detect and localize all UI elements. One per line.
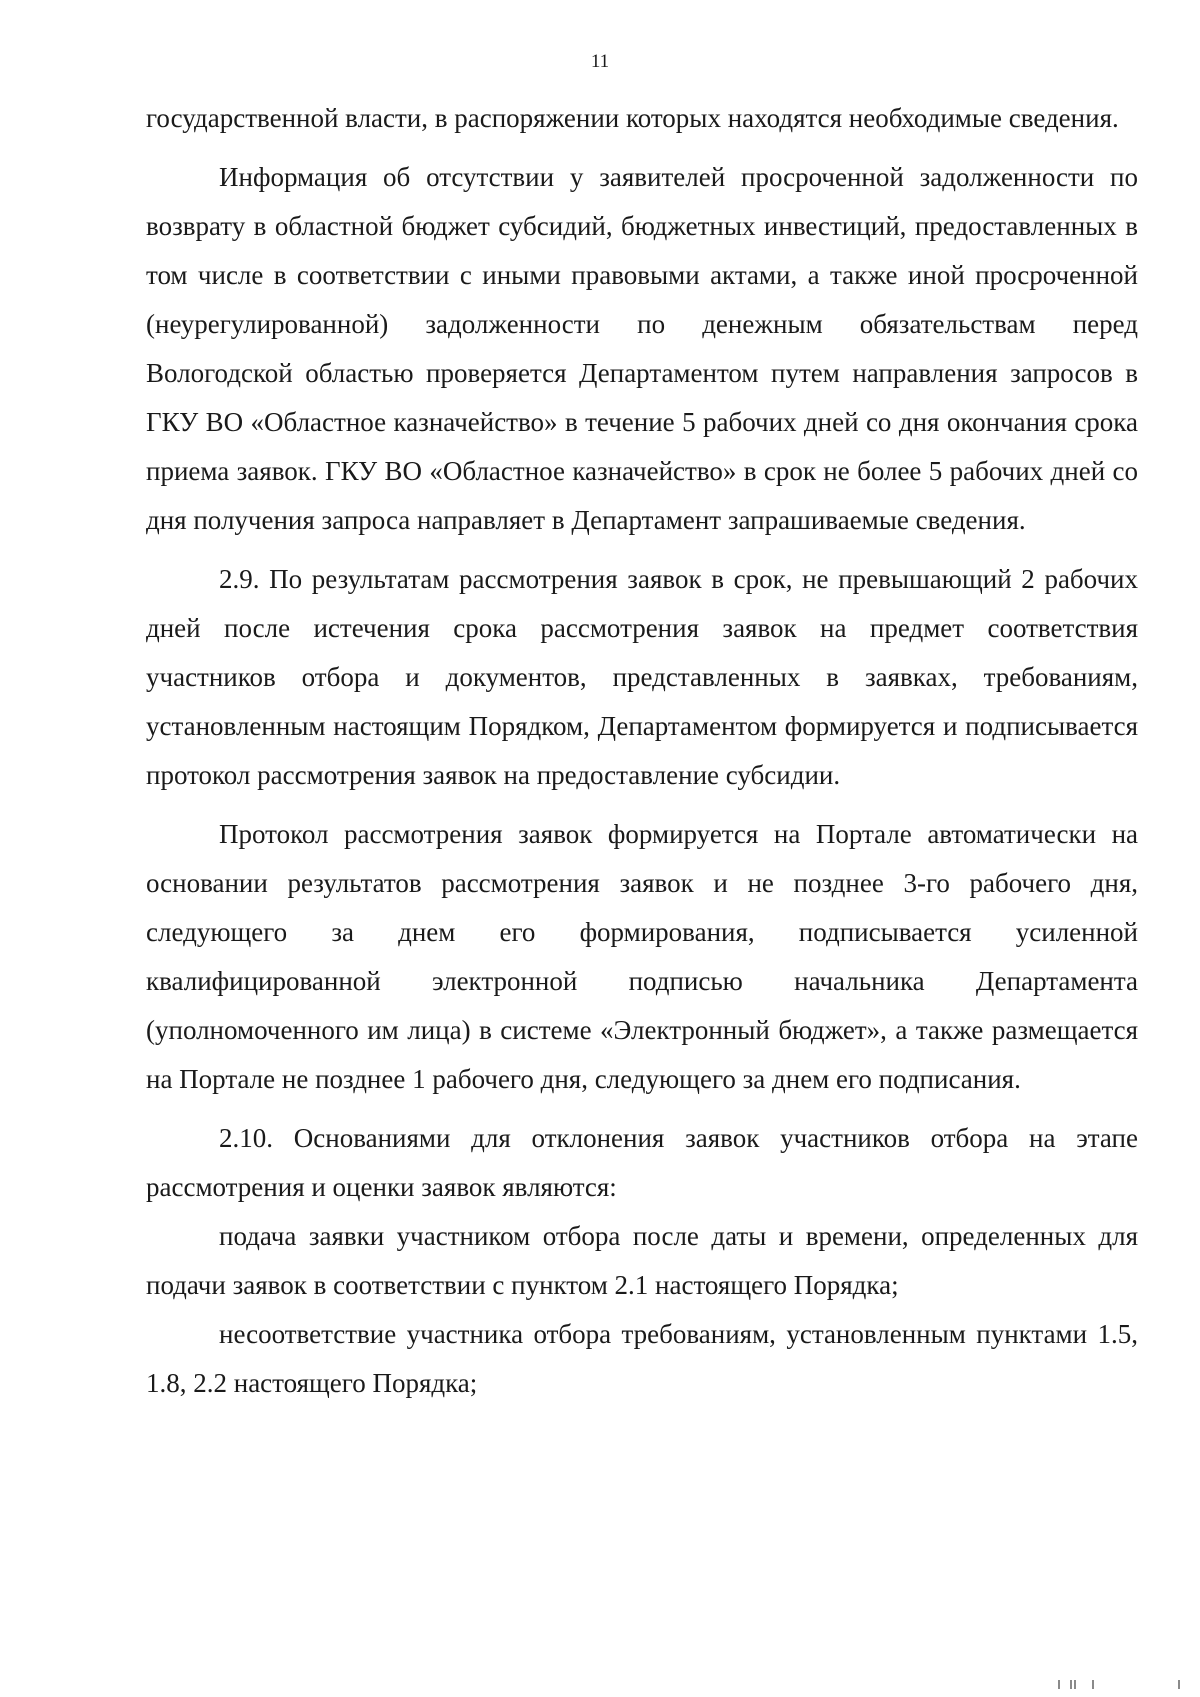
paragraph-rejection-reason-late-submission: подача заявки участником отбора после даты и времени, определенных для подачи заявок в соответствии с пунктом 2.1 настоящего Порядка; bbox=[146, 1221, 1138, 1300]
paragraph-rejection-reason-noncompliance: несоответствие участника отбора требованиям, установленным пунктами 1.5, 1.8, 2.2 настоящего Порядка; bbox=[146, 1319, 1138, 1398]
paragraph-continuation: государственной власти, в распоряжении которых находятся необходимые сведения. bbox=[146, 103, 1119, 133]
scan-artifact-mark bbox=[1058, 1680, 1060, 1689]
scan-artifact-mark bbox=[1070, 1680, 1072, 1689]
document-body bbox=[146, 94, 1138, 1408]
paragraph-section-2-9: 2.9. По результатам рассмотрения заявок в срок, не превышающий 2 рабочих дней после истечения срока рассмотрения заявок на предмет соответствия участников отбора и документов, представленных в заявках, требованиям, установленным настоящим Порядком, Департаментом формируется и подписывается протокол рассмотрения заявок на предоставление субсидии. bbox=[146, 564, 1138, 790]
paragraph-protocol: Протокол рассмотрения заявок формируется на Портале автоматически на основании результатов рассмотрения заявок и не позднее 3-го рабочего дня, следующего за днем его формирования, подписывается усиленной квалифицированной электронной подписью начальника Департамента (уполномоченного им лица) в системе «Электронный бюджет», а также размещается на Портале не позднее 1 рабочего дня, следующего за днем его подписания. bbox=[146, 819, 1138, 1094]
scan-artifact-mark bbox=[1092, 1680, 1094, 1689]
paragraph-debt-check: Информация об отсутствии у заявителей просроченной задолженности по возврату в областной бюджет субсидий, бюджетных инвестиций, предоставленных в том числе в соответствии с иными правовыми актами, а также иной просроченной (неурегулированной) задолженности по денежным обязательствам перед Вологодской областью проверяется Департаментом путем направления запросов в ГКУ ВО «Областное казначейство» в течение 5 рабочих дней со дня окончания срока приема заявок. ГКУ ВО «Областное казначейство» в срок не более 5 рабочих дней со дня получения запроса направляет в Департамент запрашиваемые сведения. bbox=[146, 162, 1138, 535]
scan-artifact-mark bbox=[1074, 1680, 1076, 1689]
paragraph-section-2-10: 2.10. Основаниями для отклонения заявок участников отбора на этапе рассмотрения и оценки заявок являются: bbox=[146, 1123, 1138, 1202]
page-number: 11 bbox=[590, 51, 610, 72]
scan-artifact-mark bbox=[1178, 1680, 1180, 1689]
